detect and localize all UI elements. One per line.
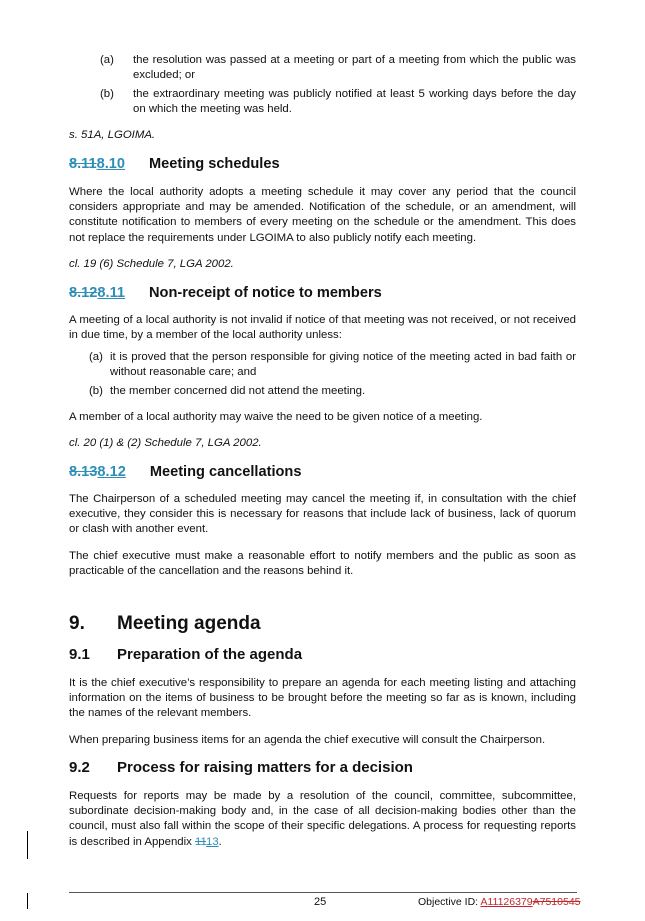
chapter-title: Meeting agenda: [117, 613, 261, 634]
paragraph: Where the local authority adopts a meeting schedule it may cover any period that the council considers appropriate and may be amended. Notification of the schedule, or an amendment, will constitute notification to members of every meeting on the schedule or the amendment. This does not replace the requirements under LGOIMA to also publicly notify each meeting.: [69, 186, 576, 244]
chapter-heading: [69, 613, 261, 635]
list-marker: (b): [100, 88, 114, 100]
list-item: [100, 53, 576, 83]
inserted-number: 8.11: [97, 285, 126, 301]
list-item: [100, 87, 576, 117]
paragraph: When preparing business items for an agenda the chief executive will consult the Chairperson.: [69, 734, 546, 746]
list-text: it is proved that the person responsible for giving notice of the meeting acted in bad faith or without reasonable care; and: [110, 351, 576, 379]
list-marker: (b): [89, 385, 103, 397]
subsection-title: Process for raising matters for a decision: [117, 759, 413, 776]
section-heading-non-receipt: [69, 284, 382, 302]
chapter-number: 9.: [69, 613, 85, 634]
deleted-number: 8.12: [69, 285, 98, 301]
inserted-number: 8.12: [97, 464, 126, 480]
citation: cl. 20 (1) & (2) Schedule 7, LGA 2002.: [69, 437, 262, 449]
objective-label: Objective ID:: [418, 896, 481, 908]
paragraph-end: .: [218, 835, 222, 848]
paragraph: A member of a local authority may waive the need to be given notice of a meeting.: [69, 411, 483, 423]
list-marker: (a): [89, 351, 103, 363]
section-heading-meeting-schedules: [69, 155, 280, 173]
subsection-heading: [69, 759, 413, 777]
deleted-number: 8.11: [69, 156, 97, 172]
list-marker: (a): [100, 54, 114, 66]
citation: s. 51A, LGOIMA.: [69, 129, 156, 141]
list-item: [89, 350, 576, 380]
list-text: the extraordinary meeting was publicly notified at least 5 working days before the day on which the meeting was held.: [133, 88, 576, 116]
paragraph: The chief executive must make a reasonable effort to notify members and the public as soon as practicable of the cancellation and the reasons behind it.: [69, 550, 576, 578]
citation: cl. 19 (6) Schedule 7, LGA 2002.: [69, 258, 234, 270]
revision-bar: [27, 893, 28, 909]
section-title: Meeting schedules: [149, 156, 280, 172]
section-heading-meeting-cancellations: [69, 463, 301, 481]
subsection-number: 9.1: [69, 646, 90, 663]
paragraph: A meeting of a local authority is not invalid if notice of that meeting was not received, or not received in due time, by a member of the local authority unless:: [69, 314, 576, 342]
revision-bar: [27, 831, 28, 859]
paragraph: It is the chief executive’s responsibility to prepare an agenda for each meeting listing and attaching information on the items of business to be brought before the meeting so far as is known, including the names of the relevant members.: [69, 677, 576, 720]
objective-id-inserted: A11126379: [480, 896, 533, 908]
deleted-number: 8.13: [69, 464, 98, 480]
subsection-title: Preparation of the agenda: [117, 646, 303, 663]
inserted-number: 8.10: [96, 156, 126, 172]
objective-id-deleted: A7510545: [532, 896, 581, 908]
paragraph: The Chairperson of a scheduled meeting may cancel the meeting if, in consultation with the chief executive, they consider this is necessary for reasons that include lack of business, lack of quorum or clash with another event.: [69, 493, 576, 536]
page-number: 25: [314, 896, 327, 908]
footer-divider: [69, 892, 577, 893]
section-title: Meeting cancellations: [149, 464, 302, 480]
deleted-appendix-number: 11: [195, 835, 206, 848]
subsection-heading: [69, 646, 302, 664]
section-title: Non-receipt of notice to members: [149, 285, 382, 301]
subsection-number: 9.2: [69, 759, 90, 776]
list-text: the resolution was passed at a meeting or part of a meeting from which the public was excluded; or: [133, 54, 576, 82]
paragraph-text: Requests for reports may be made by a resolution of the council, committee, subcommittee, subordinate decision-making body and, in the case of all decision-making bodies other than the council, must also fall within the scope of their specific delegations. A process for requesting reports is described in Appendix: [69, 790, 576, 848]
objective-id: [418, 896, 581, 908]
list-item: [89, 384, 576, 399]
inserted-appendix-number: 13: [206, 835, 219, 848]
list-text: the member concerned did not attend the meeting.: [110, 385, 366, 397]
paragraph: [69, 789, 576, 850]
